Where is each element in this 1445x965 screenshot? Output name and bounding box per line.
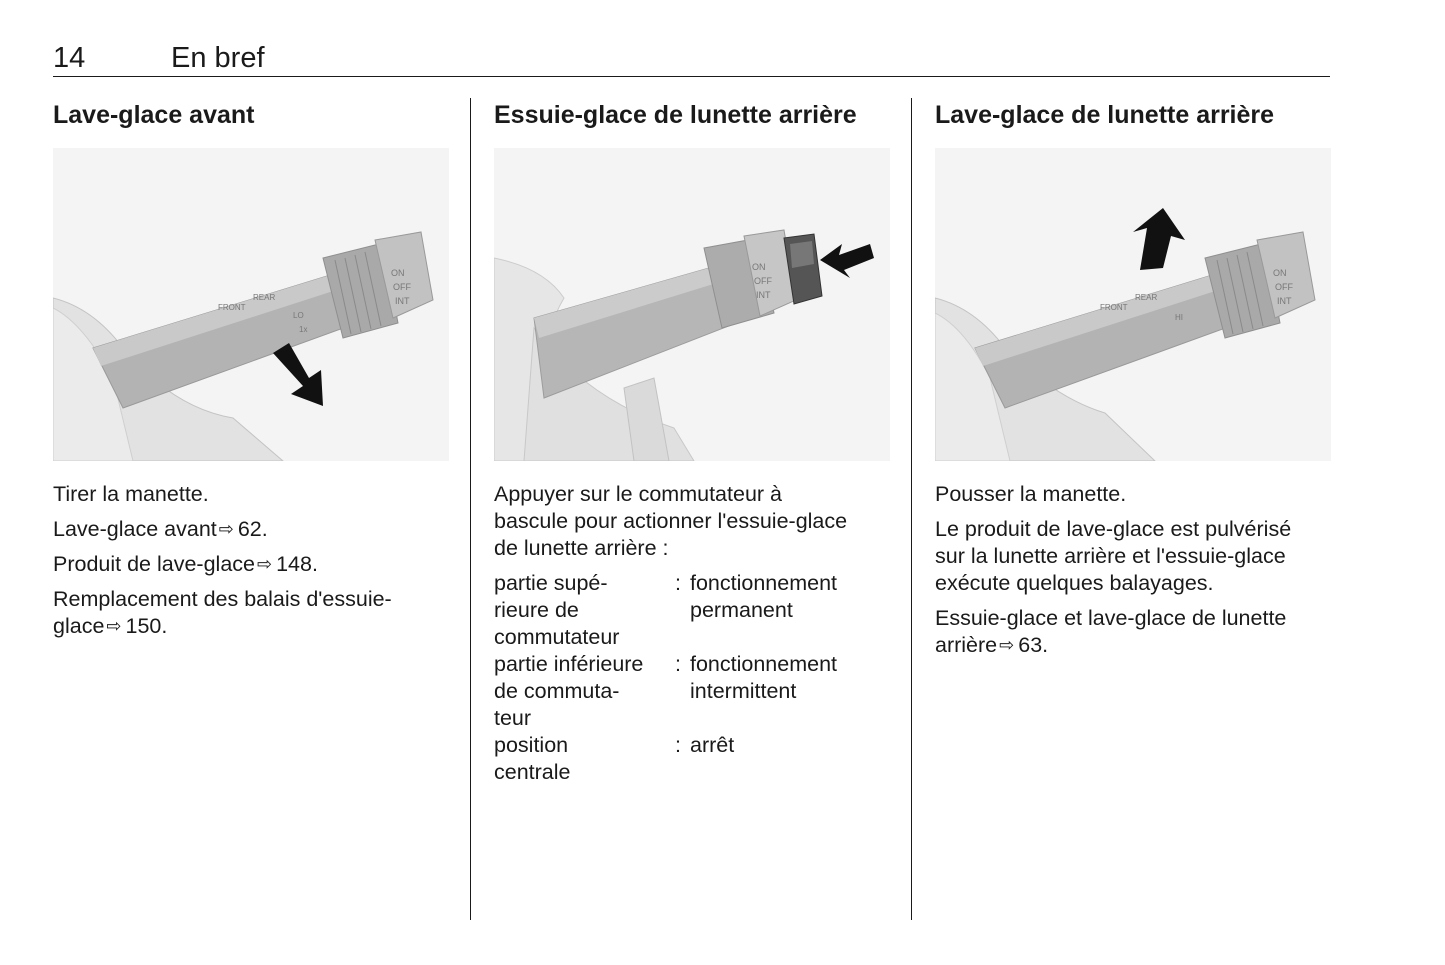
table-row (494, 570, 890, 651)
stalk-label-front: FRONT (1100, 303, 1128, 312)
cross-reference-arrow-icon: ⇨ (256, 554, 273, 574)
stalk-label-on: ON (1273, 268, 1287, 278)
stalk-label-int: INT (1277, 296, 1292, 306)
position-description (690, 570, 890, 651)
section-rear-wiper (494, 98, 891, 786)
chapter-title: En bref (171, 42, 265, 74)
paragraph-text: Le produit de lave-glace est pulvérisé (935, 517, 1292, 541)
section-heading: Essuie-glace de lunette arrière (494, 101, 857, 129)
description-line: permanent (690, 598, 793, 622)
term-line: partie supé- (494, 571, 608, 595)
cross-reference-arrow-icon: ⇨ (106, 616, 122, 636)
section-body (53, 481, 450, 640)
paragraph-text: bascule pour actionner l'essuie-glace (494, 509, 848, 533)
paragraph-text: arrière (935, 633, 998, 657)
stalk-label-on: ON (752, 262, 766, 272)
stalk-label-front: FRONT (218, 303, 246, 312)
separator: : (675, 652, 681, 676)
page-reference[interactable]: 150. (125, 614, 168, 638)
paragraph: Tirer la manette. (53, 482, 209, 506)
paragraph-text: Produit de lave-glace (53, 552, 255, 576)
table-row (494, 732, 890, 786)
page-reference[interactable]: 148. (276, 552, 318, 576)
term-line: rieure de (494, 598, 579, 622)
term-line: teur (494, 706, 532, 730)
wiper-stalk-illustration (53, 148, 449, 461)
stalk-label-int: INT (395, 296, 410, 306)
stalk-label-rear: REAR (1135, 293, 1158, 302)
description-line: fonctionnement (690, 571, 838, 595)
paragraph-text: Remplacement des balais d'essuie- (53, 587, 392, 611)
paragraph-text: de lunette arrière : (494, 536, 669, 560)
stalk-label-lo: LO (293, 311, 304, 320)
paragraph (494, 481, 891, 562)
wiper-stalk-illustration (494, 148, 890, 461)
paragraph-text: exécute quelques balayages. (935, 571, 1214, 595)
position-term (494, 651, 666, 732)
stalk-label-int: INT (756, 290, 771, 300)
paragraph (53, 516, 450, 543)
switch-positions-table (494, 570, 890, 786)
column-divider (470, 98, 471, 920)
position-term (494, 732, 666, 786)
section-body (935, 481, 1332, 659)
paragraph (53, 586, 450, 640)
paragraph-text: glace (53, 614, 105, 638)
stalk-label-on: ON (391, 268, 405, 278)
term-line: de commuta- (494, 679, 620, 703)
description-line: intermittent (690, 679, 797, 703)
section-heading: Lave-glace de lunette arrière (935, 101, 1275, 129)
stalk-label-hi: HI (1175, 313, 1183, 322)
page-number: 14 (53, 42, 86, 74)
separator: : (675, 733, 681, 757)
cross-reference-arrow-icon: ⇨ (218, 519, 234, 539)
cross-reference-arrow-icon: ⇨ (999, 635, 1015, 655)
stalk-label-one-x: 1x (299, 325, 308, 334)
table-row (494, 651, 890, 732)
term-line: centrale (494, 760, 571, 784)
paragraph (53, 551, 450, 578)
section-body (494, 481, 891, 786)
position-description (690, 732, 890, 786)
paragraph: Pousser la manette. (935, 482, 1127, 506)
wiper-stalk-illustration (935, 148, 1331, 461)
paragraph (935, 605, 1332, 659)
section-heading: Lave-glace avant (53, 101, 255, 129)
term-line: position (494, 733, 569, 757)
paragraph (935, 516, 1332, 597)
position-term (494, 570, 666, 651)
stalk-label-off: OFF (754, 276, 772, 286)
page-header (53, 40, 1330, 77)
stalk-label-off: OFF (1275, 282, 1293, 292)
paragraph-text: Essuie-glace et lave-glace de lunette (935, 606, 1287, 630)
paragraph-text: sur la lunette arrière et l'essuie-glace (935, 544, 1286, 568)
section-rear-washer (935, 98, 1332, 667)
page-reference[interactable]: 62. (237, 517, 268, 541)
separator: : (675, 571, 681, 595)
paragraph-text: Appuyer sur le commutateur à (494, 482, 782, 506)
stalk-label-off: OFF (393, 282, 411, 292)
description-line: arrêt (690, 733, 735, 757)
section-front-washer (53, 98, 450, 648)
column-divider (911, 98, 912, 920)
page-reference[interactable]: 63. (1018, 633, 1049, 657)
paragraph-text: Lave-glace avant (53, 517, 217, 541)
stalk-label-rear: REAR (253, 293, 276, 302)
position-description (690, 651, 890, 732)
term-line: commutateur (494, 625, 620, 649)
description-line: fonctionnement (690, 652, 838, 676)
term-line: partie inférieure (494, 652, 644, 676)
